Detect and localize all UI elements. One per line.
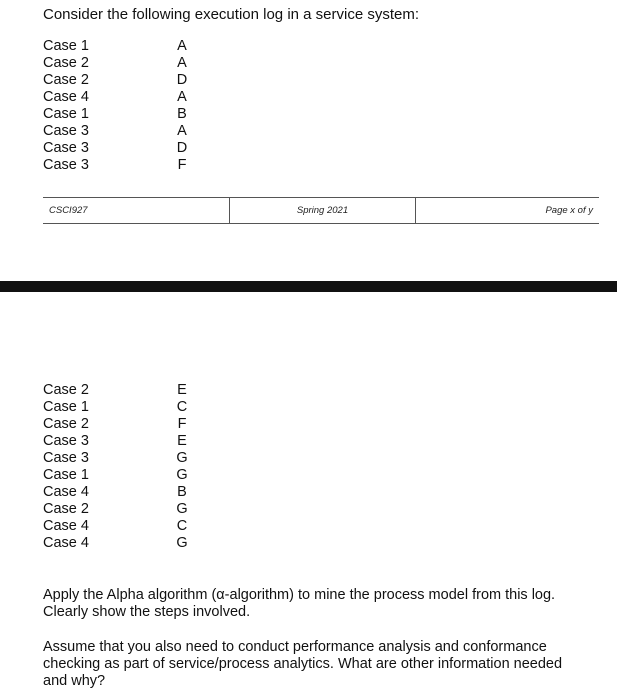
log-case-id: Case 3 (43, 450, 89, 466)
log-row (43, 157, 193, 174)
log-case-id: Case 4 (43, 484, 89, 500)
log-row (43, 467, 193, 484)
log-activity: F (177, 416, 187, 432)
log-case-id: Case 3 (43, 123, 89, 139)
log-row (43, 433, 193, 450)
log-row (43, 106, 193, 123)
log-row (43, 72, 193, 89)
log-activity: A (177, 123, 187, 139)
log-activity: A (177, 89, 187, 105)
log-row (43, 450, 193, 467)
log-case-id: Case 2 (43, 501, 89, 517)
log-row (43, 123, 193, 140)
log-row (43, 518, 193, 535)
log-row (43, 416, 193, 433)
log-case-id: Case 1 (43, 467, 89, 483)
footer-page-number: Page x of y (545, 205, 593, 216)
log-activity: D (176, 140, 188, 156)
execution-log-part-1 (43, 38, 193, 174)
log-case-id: Case 2 (43, 382, 89, 398)
page-footer (43, 197, 599, 224)
log-row (43, 484, 193, 501)
log-row (43, 38, 193, 55)
log-case-id: Case 2 (43, 55, 89, 71)
log-row (43, 535, 193, 552)
log-case-id: Case 1 (43, 399, 89, 415)
log-activity: A (177, 55, 187, 71)
log-activity: G (176, 535, 188, 551)
log-case-id: Case 1 (43, 106, 89, 122)
log-case-id: Case 4 (43, 89, 89, 105)
footer-term: Spring 2021 (229, 198, 416, 223)
log-row (43, 382, 193, 399)
intro-text: Consider the following execution log in a service system: (43, 6, 420, 23)
page-break-bar (0, 281, 617, 292)
log-row (43, 501, 193, 518)
log-case-id: Case 2 (43, 72, 89, 88)
execution-log-part-2 (43, 382, 193, 552)
log-row (43, 399, 193, 416)
log-row (43, 140, 193, 157)
log-activity: B (177, 484, 187, 500)
log-row (43, 55, 193, 72)
log-activity: E (177, 382, 187, 398)
log-activity: B (177, 106, 187, 122)
log-activity: G (176, 450, 188, 466)
question-performance-analysis: Assume that you also need to conduct performance analysis and conformance checking as part of service/process analytics. What are other information needed and why? (43, 639, 563, 689)
log-activity: G (176, 501, 188, 517)
question-alpha-algorithm: Apply the Alpha algorithm (α-algorithm) to mine the process model from this log. Clearly show the steps involved. (43, 587, 556, 620)
log-activity: E (177, 433, 187, 449)
log-activity: A (177, 38, 187, 54)
log-activity: G (176, 467, 188, 483)
log-case-id: Case 3 (43, 140, 89, 156)
footer-course-code: CSCI927 (49, 205, 88, 216)
log-case-id: Case 2 (43, 416, 89, 432)
log-activity: C (176, 399, 188, 415)
log-activity: C (176, 518, 188, 534)
log-case-id: Case 1 (43, 38, 89, 54)
log-activity: D (176, 72, 188, 88)
log-activity: F (177, 157, 187, 173)
log-case-id: Case 4 (43, 535, 89, 551)
log-case-id: Case 3 (43, 433, 89, 449)
log-case-id: Case 3 (43, 157, 89, 173)
log-row (43, 89, 193, 106)
log-case-id: Case 4 (43, 518, 89, 534)
